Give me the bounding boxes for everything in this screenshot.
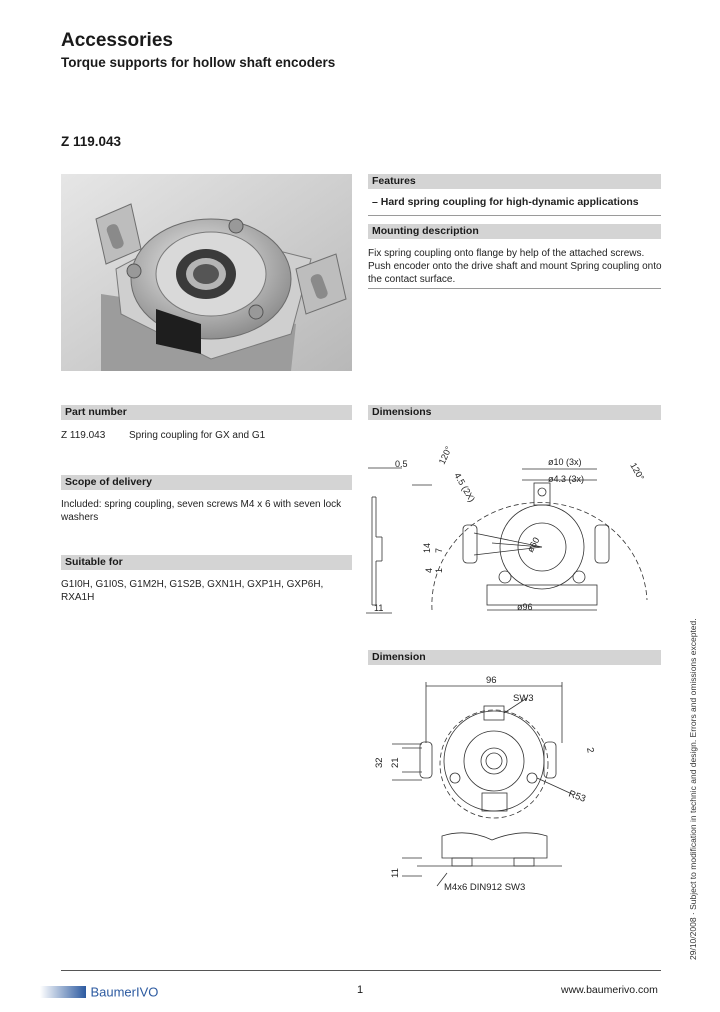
mounting-text: Fix spring coupling onto flange by help of the attached screws. Push encoder onto the drive shaft and mount Spring coupling onto the contact surface. — [368, 248, 662, 285]
dimensions-drawing — [362, 425, 662, 620]
dim-d10: ø10 (3x) — [548, 457, 582, 467]
page-title: Accessories — [61, 30, 173, 51]
scope-text: Included: spring coupling, seven screws M4 x 6 with seven lock washers — [61, 499, 342, 523]
dimension-drawing — [362, 668, 602, 898]
scope-heading: Scope of delivery — [61, 475, 352, 490]
mounting-heading: Mounting description — [368, 224, 661, 239]
website-link[interactable]: www.baumerivo.com — [561, 984, 658, 996]
part-number-heading: Part number — [61, 405, 352, 420]
dim2-96: 96 — [486, 675, 497, 686]
dim-d43: ø4.3 (3x) — [548, 474, 585, 484]
page-number: 1 — [357, 984, 364, 996]
brand-name-b: IVO — [135, 984, 159, 1000]
dim2-2: 2 — [584, 746, 596, 754]
brand-logo — [40, 983, 170, 999]
dim-11: 11 — [374, 603, 384, 613]
dim-120-right: 120° — [628, 461, 647, 483]
features-heading: Features — [368, 174, 661, 189]
feature-item: – Hard spring coupling for high-dynamic applications — [372, 196, 639, 208]
suitable-text: G1I0H, G1I0S, G1M2H, G1S2B, GXN1H, GXP1H, GXP6H, RXA1H — [61, 579, 324, 603]
product-code: Z 119.043 — [61, 134, 122, 149]
brand-name-a: Baumer — [90, 984, 136, 1000]
dim2-sw3: SW3 — [513, 693, 534, 704]
dim2-screw: M4x6 DIN912 SW3 — [444, 882, 526, 893]
dim-120-left: 120° — [436, 444, 454, 466]
dim-4-5: 4.5 (2X) — [452, 471, 477, 504]
dim2-21: 21 — [390, 757, 401, 768]
dim-0-5: 0.5 — [395, 459, 408, 469]
part-number-description: Spring coupling for GX and G1 — [129, 430, 266, 441]
dim-14: 14 — [422, 542, 432, 553]
features-divider — [368, 215, 661, 216]
product-photo — [61, 174, 352, 371]
footer-divider — [61, 970, 661, 971]
mounting-divider — [368, 288, 661, 289]
page-subtitle: Torque supports for hollow shaft encoders — [61, 55, 336, 70]
dim-d60: ø60 — [525, 535, 542, 554]
dim2-32: 32 — [374, 757, 385, 768]
dimensions-heading: Dimensions — [368, 405, 661, 420]
suitable-heading: Suitable for — [61, 555, 352, 570]
dim-4: 4 — [424, 567, 434, 573]
part-number-code: Z 119.043 — [61, 430, 106, 441]
dim-1: 1 — [434, 567, 444, 573]
dim-7: 7 — [434, 547, 444, 553]
dim2-11: 11 — [390, 868, 401, 878]
dim-d96: ø96 — [517, 602, 533, 612]
dimension-heading: Dimension — [368, 650, 661, 665]
dim2-r53: R53 — [566, 788, 588, 805]
side-note: 29/10/2008 · Subject to modification in technic and design. Errors and omissions excepted. — [688, 618, 698, 960]
